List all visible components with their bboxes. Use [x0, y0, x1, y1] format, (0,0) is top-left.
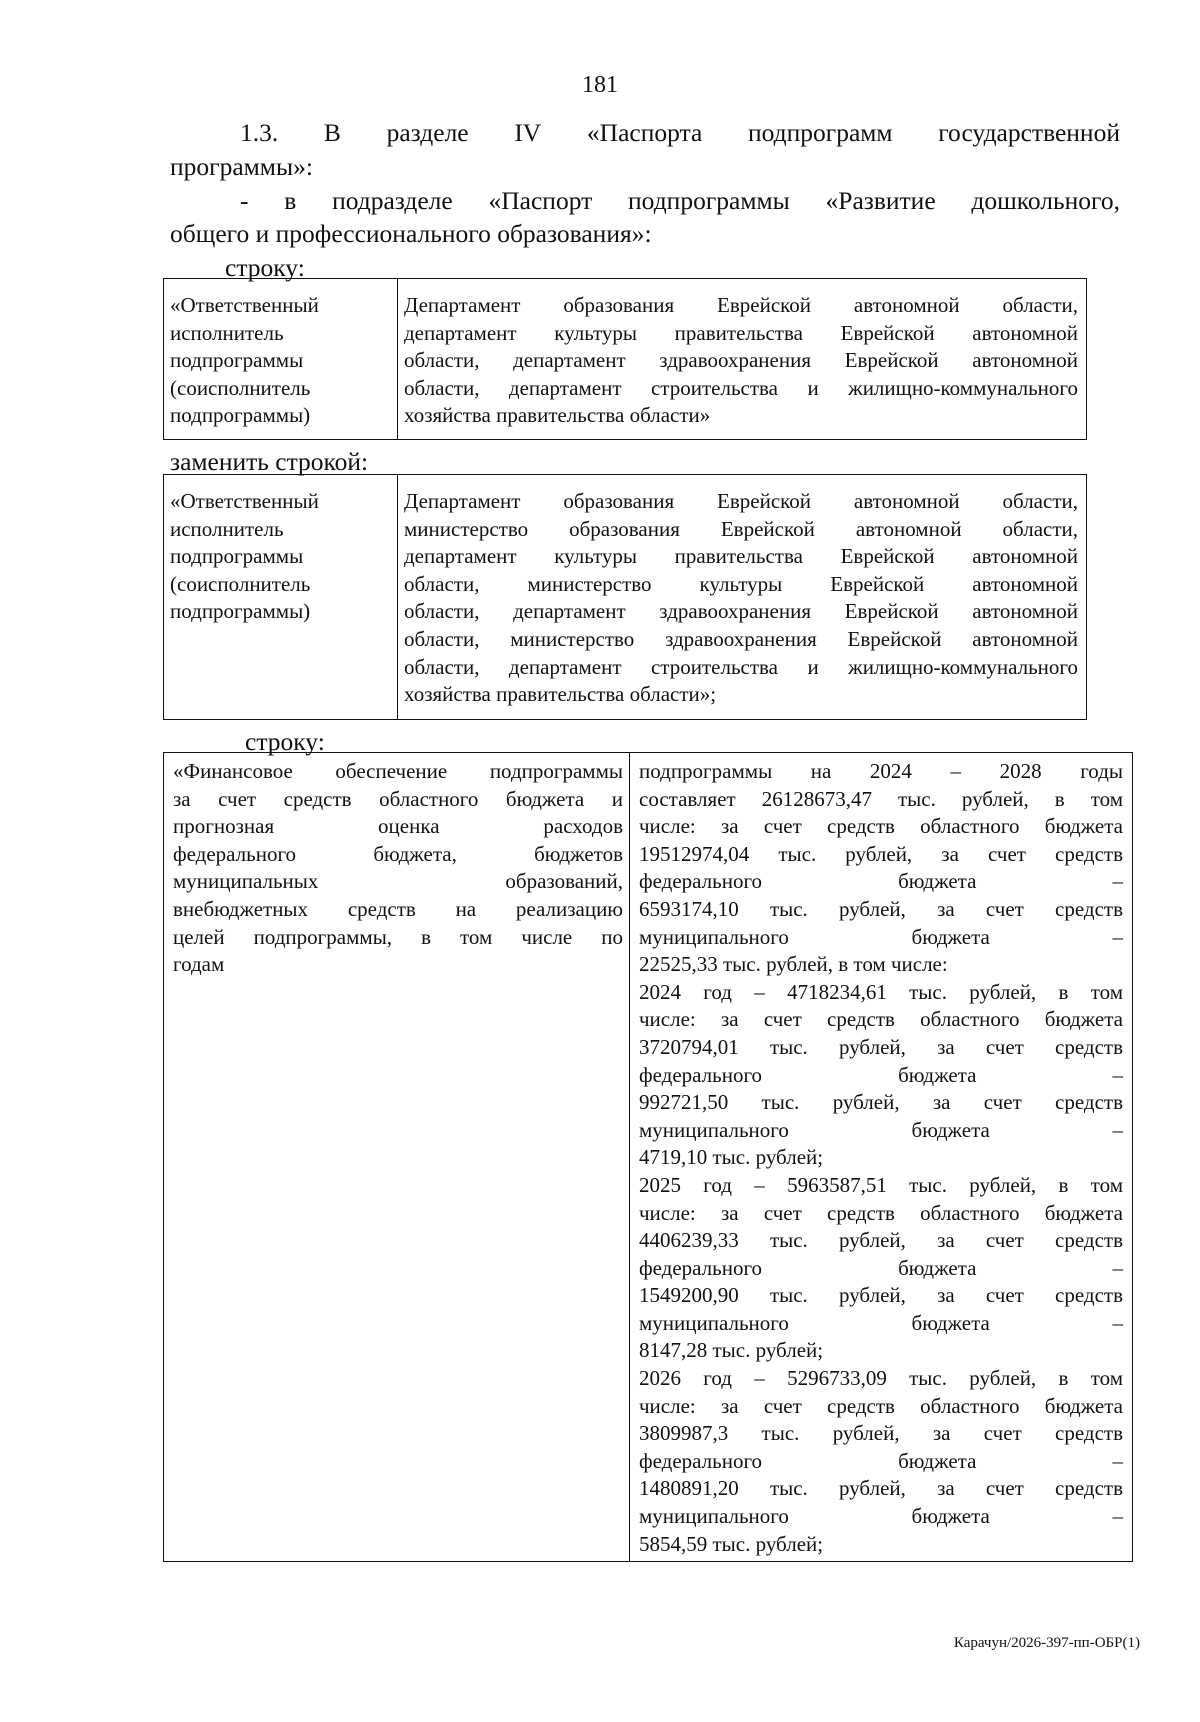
cell-line: 22525,33 тыс. рублей, в том числе:	[639, 952, 948, 977]
cell-line: федерального бюджета, бюджетов	[173, 841, 623, 866]
intro-line-4: общего и профессионального образования»:	[170, 219, 652, 248]
label-stroku-1: строку:	[225, 253, 305, 282]
cell-line: хозяйства правительства области»;	[404, 682, 717, 707]
intro-word: «Развитие	[825, 186, 936, 215]
cell-line: годам	[173, 952, 225, 977]
cell-line: числе: за счет средств областного бюджета	[639, 1007, 1123, 1032]
cell-line: области, департамент здравоохранения Еврейской автономной	[404, 599, 1078, 624]
cell-line: подпрограммы)	[170, 599, 311, 624]
cell-line: целей подпрограммы, в том числе по	[173, 924, 623, 949]
cell-line: за счет средств областного бюджета и	[173, 786, 623, 811]
cell-line: федерального бюджета –	[639, 869, 1123, 894]
cell-line: муниципального бюджета –	[639, 1117, 1123, 1142]
intro-word: подпрограммы	[628, 186, 790, 215]
cell-line: 3809987,3 тыс. рублей, за счет средств	[639, 1421, 1123, 1446]
intro-word: «Паспорта	[586, 118, 703, 147]
page-number: 181	[582, 72, 618, 98]
cell-line: министерство образования Еврейской автономной области,	[404, 516, 1078, 541]
cell-line: составляет 26128673,47 тыс. рублей, в том	[639, 786, 1123, 811]
cell-line: (соисполнитель	[170, 375, 311, 400]
label-stroku-2: строку:	[245, 727, 325, 756]
table-divider	[397, 475, 398, 719]
cell-line: федерального бюджета –	[639, 1448, 1123, 1473]
cell-line: Департамент образования Еврейской автономной области,	[404, 489, 1078, 513]
table-right-cell	[639, 758, 1123, 1558]
cell-line: департамент культуры правительства Еврейской автономной	[404, 320, 1078, 345]
cell-line: 8147,28 тыс. рублей;	[639, 1338, 824, 1363]
cell-line: подпрограммы)	[170, 403, 311, 428]
table-right-cell	[404, 488, 1078, 709]
cell-line: области, министерство культуры Еврейской автономной	[404, 571, 1078, 596]
cell-line: 2025 год – 5963587,51 тыс. рублей, в том	[639, 1172, 1123, 1197]
document-code-footer: Карачун/2026-397-пп-ОБР(1)	[953, 1635, 1140, 1651]
cell-line: департамент культуры правительства Еврейской автономной	[404, 544, 1078, 569]
intro-word: подпрограмм	[747, 118, 893, 147]
cell-line: числе: за счет средств областного бюджета	[639, 1200, 1123, 1225]
cell-line: 1549200,90 тыс. рублей, за счет средств	[639, 1283, 1123, 1308]
cell-line: 2026 год – 5296733,09 тыс. рублей, в том	[639, 1366, 1123, 1391]
cell-line: исполнитель	[170, 516, 284, 541]
intro-word: дошкольного,	[971, 186, 1120, 215]
cell-line: подпрограммы на 2024 – 2028 годы	[639, 759, 1123, 783]
intro-word: в	[284, 186, 297, 215]
cell-line: 2024 год – 4718234,61 тыс. рублей, в том	[639, 979, 1123, 1004]
cell-line: федерального бюджета –	[639, 1255, 1123, 1280]
cell-line: 1480891,20 тыс. рублей, за счет средств	[639, 1476, 1123, 1501]
cell-line: области, департамент здравоохранения Еврейской автономной	[404, 348, 1078, 373]
label-replace: заменить строкой:	[170, 447, 369, 476]
intro-word: IV	[514, 118, 542, 147]
cell-line: области, министерство здравоохранения Еврейской автономной	[404, 626, 1078, 651]
cell-line: Департамент образования Еврейской автономной области,	[404, 293, 1078, 317]
cell-line: федерального бюджета –	[639, 1062, 1123, 1087]
intro-word: В	[323, 118, 341, 147]
cell-line: хозяйства правительства области»	[404, 403, 711, 428]
cell-line: области, департамент строительства и жилищно-коммунального	[404, 375, 1078, 400]
table-left-cell	[170, 292, 390, 430]
cell-line: исполнитель	[170, 320, 284, 345]
cell-line: числе: за счет средств областного бюджета	[639, 1393, 1123, 1418]
table-divider	[629, 753, 630, 1561]
intro-word: 1.3.	[240, 118, 279, 147]
cell-line: «Ответственный	[170, 489, 319, 513]
cell-line: области, департамент строительства и жилищно-коммунального	[404, 654, 1078, 679]
intro-word: «Паспорт	[488, 186, 593, 215]
cell-line: (соисполнитель	[170, 571, 311, 596]
table-left-cell	[170, 488, 390, 626]
cell-line: подпрограммы	[170, 348, 304, 373]
cell-line: «Финансовое обеспечение подпрограммы	[173, 759, 623, 783]
cell-line: внебюджетных средств на реализацию	[173, 896, 623, 921]
table-responsible-old	[163, 278, 1087, 440]
intro-word: подразделе	[332, 186, 453, 215]
table-left-cell	[173, 758, 623, 979]
cell-line: 6593174,10 тыс. рублей, за счет средств	[639, 896, 1123, 921]
cell-line: 992721,50 тыс. рублей, за счет средств	[639, 1090, 1123, 1115]
intro-word: разделе	[386, 118, 469, 147]
intro-word: -	[240, 186, 249, 215]
cell-line: муниципальных образований,	[173, 869, 623, 894]
cell-line: муниципального бюджета –	[639, 1310, 1123, 1335]
intro-line-1	[240, 117, 1120, 148]
table-right-cell	[404, 292, 1078, 430]
cell-line: подпрограммы	[170, 544, 304, 569]
cell-line: 19512974,04 тыс. рублей, за счет средств	[639, 841, 1123, 866]
intro-line-2: программы»:	[170, 152, 313, 181]
table-responsible-new	[163, 474, 1087, 720]
cell-line: числе: за счет средств областного бюджета	[639, 814, 1123, 839]
cell-line: 4719,10 тыс. рублей;	[639, 1145, 824, 1170]
intro-word: государственной	[938, 118, 1120, 147]
cell-line: прогнозная оценка расходов	[173, 814, 623, 839]
cell-line: муниципального бюджета –	[639, 1504, 1123, 1529]
cell-line: 3720794,01 тыс. рублей, за счет средств	[639, 1034, 1123, 1059]
cell-line: 5854,59 тыс. рублей;	[639, 1531, 824, 1556]
cell-line: муниципального бюджета –	[639, 924, 1123, 949]
cell-line: 4406239,33 тыс. рублей, за счет средств	[639, 1228, 1123, 1253]
table-divider	[397, 279, 398, 439]
intro-line-3	[240, 185, 1120, 216]
cell-line: «Ответственный	[170, 293, 319, 317]
table-financing	[163, 752, 1133, 1562]
